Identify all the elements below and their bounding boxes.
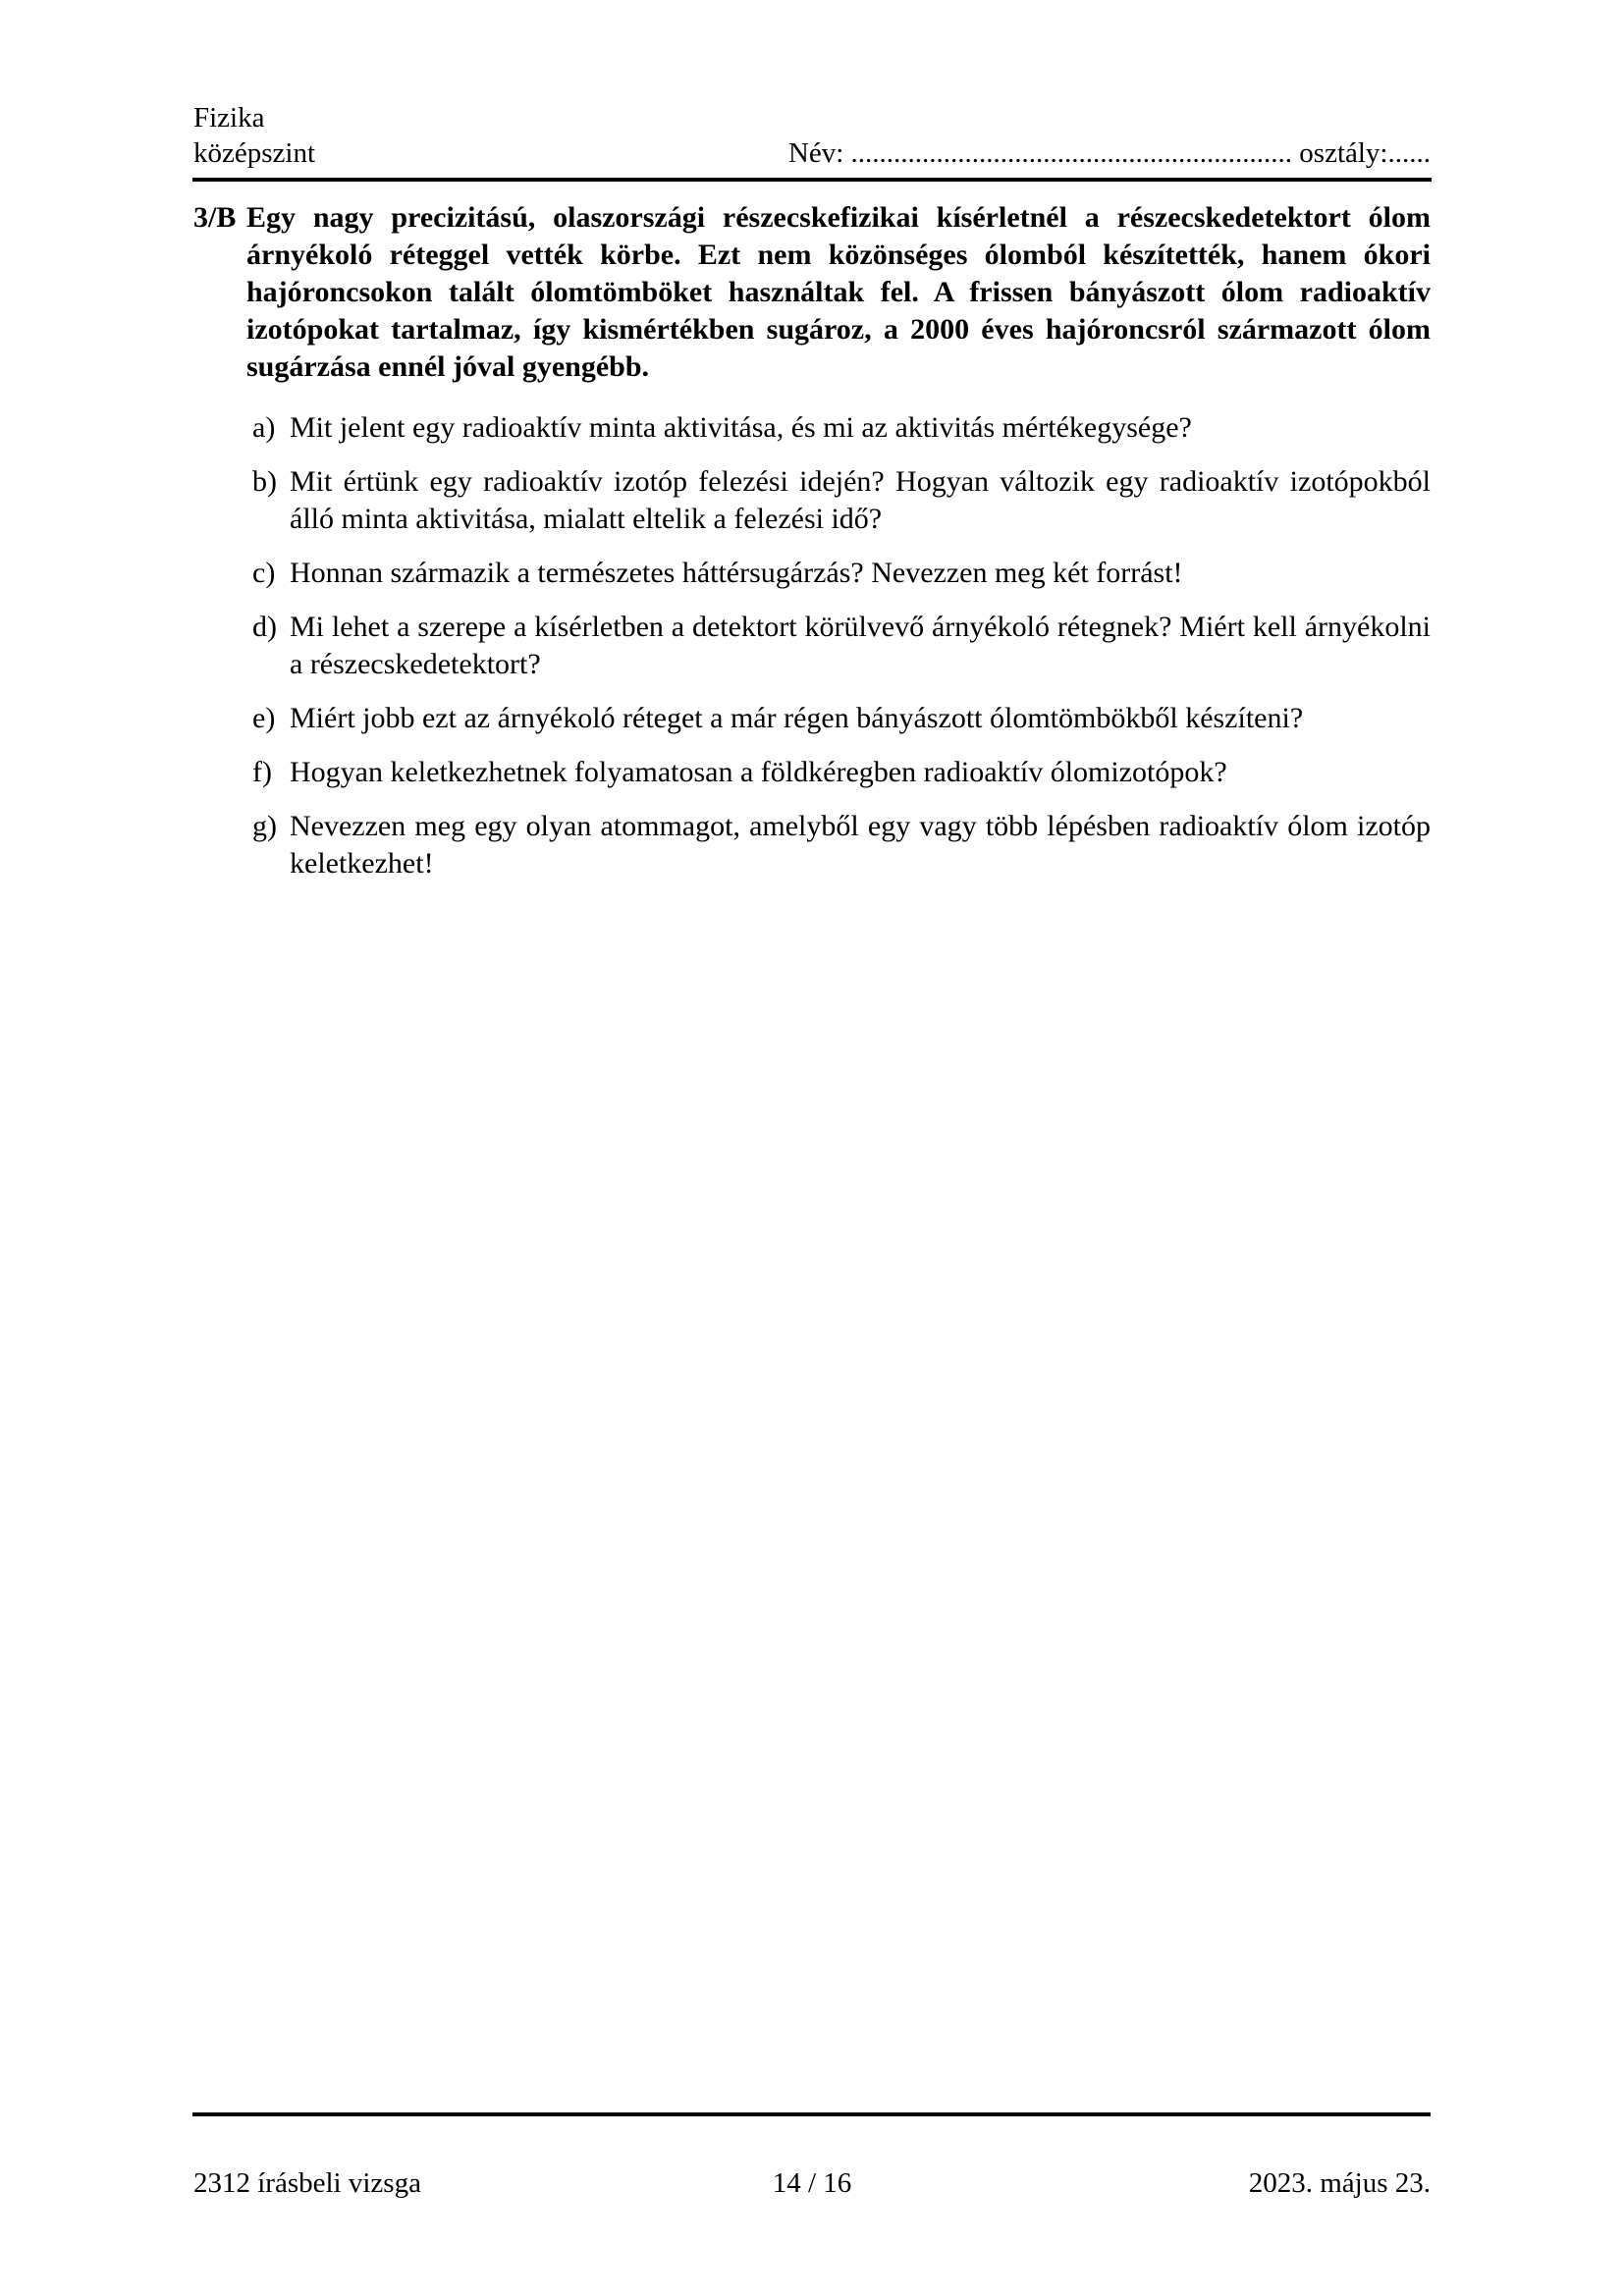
footer-divider xyxy=(192,2112,1431,2116)
header-divider xyxy=(192,178,1432,182)
page-header xyxy=(193,100,1431,171)
footer-date: 2023. május 23. xyxy=(1248,2167,1431,2199)
subject-title: Fizika xyxy=(193,102,265,133)
header-subject-block xyxy=(193,100,315,171)
subquestion-label: b) xyxy=(252,465,277,498)
footer-page-number: 14 / 16 xyxy=(772,2167,852,2199)
subquestion-item xyxy=(193,754,1431,791)
subquestion-list xyxy=(193,409,1431,882)
subquestion-item xyxy=(193,555,1431,592)
name-class-line: Név: .............................................................. osztály:...... xyxy=(787,137,1431,169)
footer-exam-code: 2312 írásbeli vizsga xyxy=(193,2167,421,2199)
subquestion-text: Honnan származik a természetes háttérsugárzás? Nevezzen meg két forrást! xyxy=(290,557,1183,589)
subquestion-text: Mi lehet a szerepe a kísérletben a detektort körülvevő árnyékoló rétegnek? Miért kell árnyékolni a részecskedetektort? xyxy=(290,611,1431,680)
subquestion-item xyxy=(193,409,1431,447)
subquestion-item xyxy=(193,609,1431,683)
question-intro-text: Egy nagy precizitású, olaszországi részecskefizikai kísérletnél a részecskedetektort ólom árnyékoló réteggel vették körbe. Ezt nem közönséges ólomból készítették, hanem ókori hajóroncsokon talált ólomtömböket használtak fel. A frissen bányászott ólom radioaktív izotópokat tartalmaz, így kismértékben sugároz, a 2000 éves hajóroncsról származott ólom sugárzása ennél jóval gyengébb. xyxy=(246,201,1431,383)
subquestion-label: d) xyxy=(252,611,277,643)
subquestion-label: f) xyxy=(252,756,272,788)
subquestion-text: Miért jobb ezt az árnyékoló réteget a már régen bányászott ólomtömbökből készíteni? xyxy=(290,702,1304,734)
subquestion-text: Hogyan keletkezhetnek folyamatosan a földkéregben radioaktív ólomizotópok? xyxy=(290,756,1227,788)
question-number: 3/B xyxy=(193,201,237,234)
subquestion-item xyxy=(193,700,1431,737)
subquestion-label: c) xyxy=(252,557,276,589)
subquestion-item xyxy=(193,463,1431,538)
question-block xyxy=(193,199,1431,899)
subject-level: középszint xyxy=(193,137,316,169)
subquestion-label: e) xyxy=(252,702,276,734)
subquestion-label: a) xyxy=(252,411,276,444)
subquestion-item xyxy=(193,808,1431,882)
question-intro xyxy=(193,199,1431,386)
subquestion-text: Nevezzen meg egy olyan atommagot, amelyből egy vagy több lépésben radioaktív ólom izotóp keletkezhet! xyxy=(290,810,1431,880)
subquestion-label: g) xyxy=(252,810,277,842)
page-footer xyxy=(193,2165,1431,2201)
subquestion-text: Mit értünk egy radioaktív izotóp felezési idején? Hogyan változik egy radioaktív izotópokból álló minta aktivitása, mialatt eltelik a felezési idő? xyxy=(290,465,1431,535)
subquestion-text: Mit jelent egy radioaktív minta aktivitása, és mi az aktivitás mértékegysége? xyxy=(290,411,1192,444)
